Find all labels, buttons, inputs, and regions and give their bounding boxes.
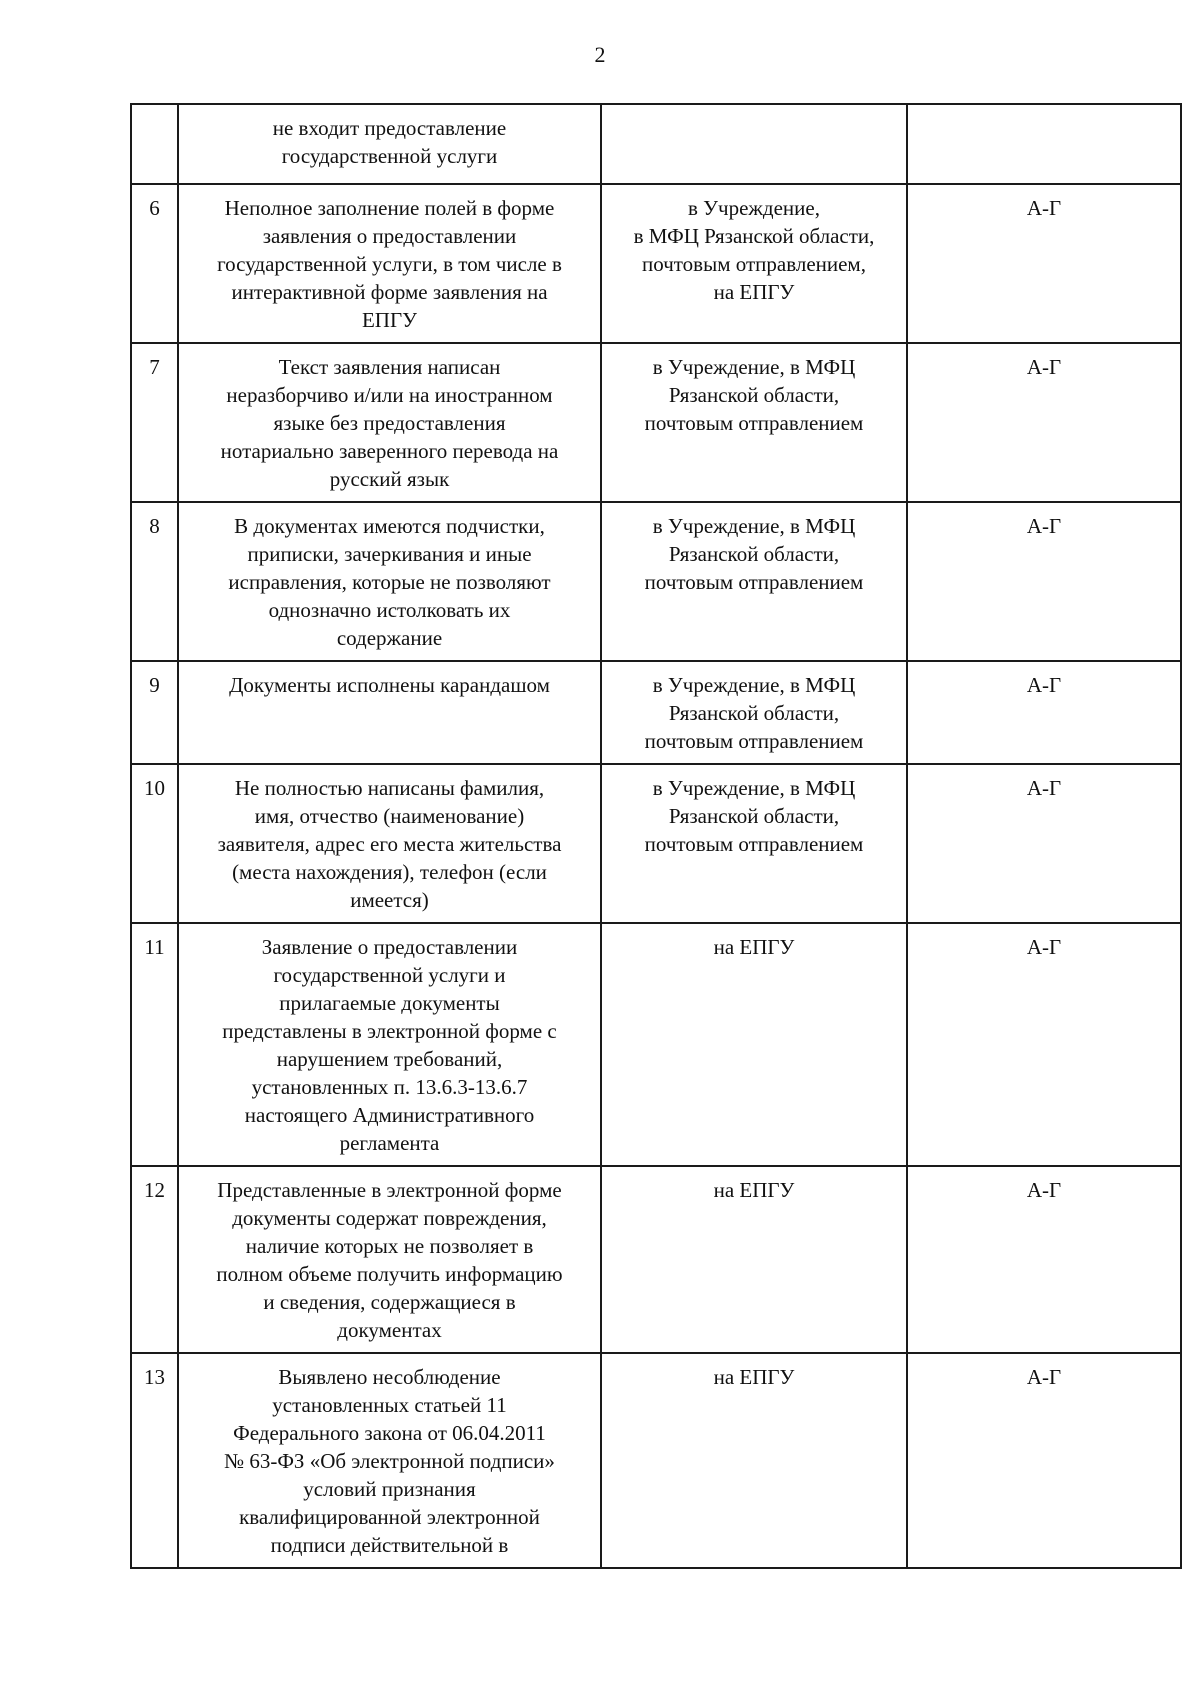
- ground-description-line: Документы исполнены карандашом: [229, 673, 550, 697]
- submission-channel-line: почтовым отправлением: [644, 832, 864, 856]
- ground-description-line: В документах имеются подчистки,: [234, 514, 545, 538]
- ground-description-line: заявителя, адрес его места жительства: [217, 832, 562, 856]
- submission-channel-cell: [601, 1166, 907, 1353]
- ground-description-line: Выявлено несоблюдение: [278, 1365, 501, 1389]
- submission-channel-line: Рязанской области,: [668, 804, 840, 828]
- applicant-category-cell: [907, 184, 1181, 343]
- ground-description-line: государственной услуги: [281, 144, 498, 168]
- applicant-category-cell: [907, 661, 1181, 764]
- table-row: [131, 343, 1181, 502]
- ground-description-cell: [178, 661, 601, 764]
- submission-channel-cell: [601, 764, 907, 923]
- applicant-category-cell: [907, 764, 1181, 923]
- ground-description-line: Заявление о предоставлении: [261, 935, 518, 959]
- ground-description-line: (места нахождения), телефон (если: [232, 860, 547, 884]
- ground-description-cell: [178, 502, 601, 661]
- ground-description-line: представлены в электронной форме с: [222, 1019, 557, 1043]
- row-number-cell: [131, 923, 178, 1166]
- submission-channel-cell: [601, 923, 907, 1166]
- submission-channel-line: почтовым отправлением,: [642, 252, 866, 276]
- row-number-cell: [131, 343, 178, 502]
- row-number: 8: [149, 514, 160, 538]
- page-number: 2: [594, 42, 606, 67]
- ground-description-line: государственной услуги и: [273, 963, 506, 987]
- ground-description-line: квалифицированной электронной: [239, 1505, 540, 1529]
- row-number: 13: [144, 1365, 165, 1389]
- table-row: [131, 661, 1181, 764]
- submission-channel-line: в Учреждение,: [688, 196, 820, 220]
- applicant-category-code: А-Г: [1026, 514, 1062, 538]
- ground-description-line: подписи действительной в: [270, 1533, 509, 1557]
- ground-description-line: русский язык: [329, 467, 450, 491]
- row-number: 7: [149, 355, 160, 379]
- ground-description-line: установленных статьей 11: [272, 1393, 507, 1417]
- applicant-category-code: А-Г: [1026, 355, 1062, 379]
- submission-channel-line: в МФЦ Рязанской области,: [633, 224, 875, 248]
- submission-channel-line: в Учреждение, в МФЦ: [652, 514, 856, 538]
- submission-channel-line: на ЕПГУ: [713, 1365, 795, 1389]
- applicant-category-cell: [907, 343, 1181, 502]
- refusal-grounds-table: [130, 103, 1182, 1569]
- table-body: [131, 104, 1181, 1568]
- submission-channel-cell: [601, 343, 907, 502]
- submission-channel-cell: [601, 1353, 907, 1568]
- submission-channel-line: в Учреждение, в МФЦ: [652, 355, 856, 379]
- applicant-category-code: А-Г: [1026, 673, 1062, 697]
- applicant-category-code: А-Г: [1026, 1365, 1062, 1389]
- submission-channel-cell: [601, 502, 907, 661]
- ground-description-line: однозначно истолковать их: [268, 598, 511, 622]
- applicant-category-cell: [907, 923, 1181, 1166]
- submission-channel-line: на ЕПГУ: [713, 280, 795, 304]
- submission-channel-line: на ЕПГУ: [713, 1178, 795, 1202]
- ground-description-cell: [178, 923, 601, 1166]
- ground-description-cell: [178, 764, 601, 923]
- table-row: [131, 1353, 1181, 1568]
- submission-channel-cell: [601, 104, 907, 184]
- ground-description-cell: [178, 104, 601, 184]
- row-number: 6: [149, 196, 160, 220]
- ground-description-line: не входит предоставление: [272, 116, 507, 140]
- ground-description-cell: [178, 184, 601, 343]
- applicant-category-code: А-Г: [1026, 1178, 1062, 1202]
- submission-channel-cell: [601, 661, 907, 764]
- row-number-cell: [131, 502, 178, 661]
- submission-channel-line: почтовым отправлением: [644, 411, 864, 435]
- ground-description-line: имеется): [350, 888, 429, 912]
- ground-description-line: наличие которых не позволяет в: [245, 1234, 534, 1258]
- row-number-cell: [131, 1166, 178, 1353]
- ground-description-line: нотариально заверенного перевода на: [220, 439, 559, 463]
- ground-description-cell: [178, 1353, 601, 1568]
- applicant-category-code: А-Г: [1026, 776, 1062, 800]
- applicant-category-cell: [907, 1166, 1181, 1353]
- ground-description-line: установленных п. 13.6.3-13.6.7: [251, 1075, 528, 1099]
- ground-description-line: условий признания: [303, 1477, 476, 1501]
- table-row: [131, 502, 1181, 661]
- ground-description-line: государственной услуги, в том числе в: [217, 252, 562, 276]
- ground-description-line: документы содержат повреждения,: [232, 1206, 547, 1230]
- ground-description-line: № 63-ФЗ «Об электронной подписи»: [224, 1449, 555, 1473]
- table-row: [131, 923, 1181, 1166]
- ground-description-cell: [178, 1166, 601, 1353]
- applicant-category-code: А-Г: [1026, 935, 1062, 959]
- ground-description-line: настоящего Административного: [244, 1103, 535, 1127]
- ground-description-line: интерактивной форме заявления на: [231, 280, 548, 304]
- ground-description-line: содержание: [336, 626, 443, 650]
- ground-description-line: приписки, зачеркивания и иные: [247, 542, 532, 566]
- applicant-category-cell: [907, 1353, 1181, 1568]
- applicant-category-code: А-Г: [1026, 196, 1062, 220]
- row-number-cell: [131, 764, 178, 923]
- submission-channel-line: Рязанской области,: [668, 383, 840, 407]
- row-number: 10: [144, 776, 165, 800]
- ground-description-line: прилагаемые документы: [279, 991, 500, 1015]
- row-number-cell: [131, 1353, 178, 1568]
- submission-channel-line: Рязанской области,: [668, 542, 840, 566]
- ground-description-line: Текст заявления написан: [278, 355, 501, 379]
- row-number-cell: [131, 184, 178, 343]
- applicant-category-cell: [907, 104, 1181, 184]
- ground-description-line: неразборчиво и/или на иностранном: [226, 383, 553, 407]
- applicant-category-cell: [907, 502, 1181, 661]
- submission-channel-cell: [601, 184, 907, 343]
- ground-description-line: ЕПГУ: [361, 308, 417, 332]
- ground-description-line: Неполное заполнение полей в форме: [224, 196, 555, 220]
- row-number-cell: [131, 661, 178, 764]
- ground-description-line: и сведения, содержащиеся в: [263, 1290, 516, 1314]
- ground-description-line: регламента: [339, 1131, 440, 1155]
- row-number: 12: [144, 1178, 165, 1202]
- ground-description-line: Не полностью написаны фамилия,: [234, 776, 545, 800]
- ground-description-cell: [178, 343, 601, 502]
- ground-description-line: Федерального закона от 06.04.2011: [233, 1421, 546, 1445]
- ground-description-line: заявления о предоставлении: [262, 224, 517, 248]
- submission-channel-line: в Учреждение, в МФЦ: [652, 673, 856, 697]
- submission-channel-line: на ЕПГУ: [713, 935, 795, 959]
- row-number: 11: [144, 935, 165, 959]
- ground-description-line: документах: [337, 1318, 442, 1342]
- row-number: 9: [149, 673, 160, 697]
- submission-channel-line: в Учреждение, в МФЦ: [652, 776, 856, 800]
- ground-description-line: Представленные в электронной форме: [217, 1178, 562, 1202]
- ground-description-line: полном объеме получить информацию: [216, 1262, 563, 1286]
- ground-description-line: имя, отчество (наименование): [254, 804, 525, 828]
- submission-channel-line: почтовым отправлением: [644, 570, 864, 594]
- ground-description-line: языке без предоставления: [273, 411, 506, 435]
- ground-description-line: нарушением требований,: [276, 1047, 503, 1071]
- ground-description-line: исправления, которые не позволяют: [228, 570, 551, 594]
- table-row: [131, 764, 1181, 923]
- table-row: [131, 184, 1181, 343]
- row-number-cell: [131, 104, 178, 184]
- table-row: [131, 1166, 1181, 1353]
- submission-channel-line: почтовым отправлением: [644, 729, 864, 753]
- table-row: [131, 104, 1181, 184]
- submission-channel-line: Рязанской области,: [668, 701, 840, 725]
